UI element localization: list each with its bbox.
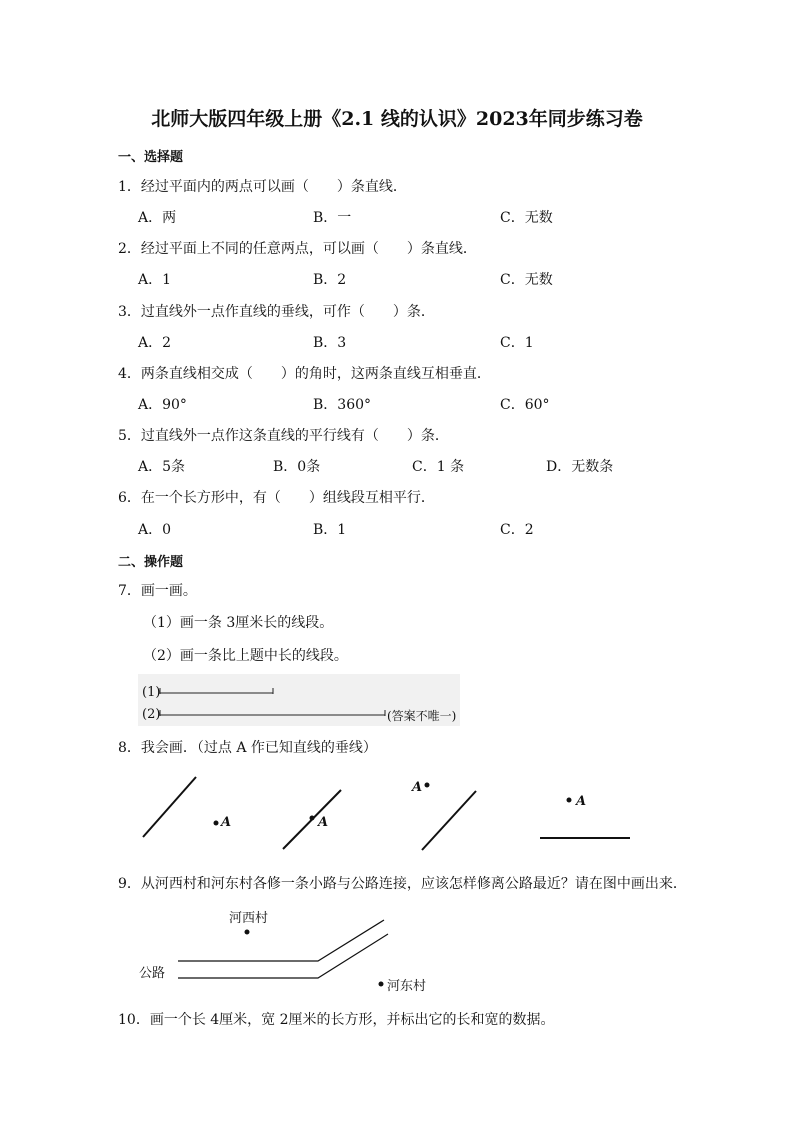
section-heading-operation: 二、操作题 xyxy=(118,555,184,570)
q8-line-3 xyxy=(422,791,476,850)
q7-segment-1 xyxy=(160,688,273,694)
question-1: 1．经过平面内的两点可以画（ ）条直线． xyxy=(118,179,407,195)
question-4: 4．两条直线相交成（ ）的角时，这两条直线互相垂直． xyxy=(118,366,491,382)
q9-label-west-village: 河西村 xyxy=(229,911,269,926)
q4-option-c: C．60° xyxy=(500,397,550,413)
q6-option-a: A．0 xyxy=(138,522,172,538)
q8-point-4 xyxy=(567,798,572,803)
q3-option-b: B．3 xyxy=(313,335,347,351)
section-heading-choice: 一、选择题 xyxy=(118,150,184,165)
question-8: 8．我会画．（过点 A 作已知直线的垂线） xyxy=(118,740,377,756)
q8-point-label-2: A xyxy=(318,815,329,830)
q9-road-upper-edge xyxy=(178,920,384,961)
question-7: 7．画一画。 xyxy=(118,583,197,599)
q5-option-d: D．无数条 xyxy=(546,459,614,475)
q3-option-c: C．1 xyxy=(500,335,534,351)
q9-label-east-village: 河东村 xyxy=(387,979,427,994)
q9-east-village-dot xyxy=(379,982,384,987)
q8-point-label-1: A xyxy=(221,815,232,830)
q5-option-c: C．1 条 xyxy=(412,459,465,475)
q8-point-3 xyxy=(425,783,430,788)
q2-option-c: C．无数 xyxy=(500,272,553,288)
q5-option-a: A．5条 xyxy=(138,459,186,475)
q7-figure-label-1: (1) xyxy=(142,685,161,700)
question-2: 2．经过平面上不同的任意两点，可以画（ ）条直线． xyxy=(118,241,477,257)
q8-line-1 xyxy=(143,777,196,837)
question-10: 10．画一个长 4厘米，宽 2厘米的长方形，并标出它的长和宽的数据。 xyxy=(118,1012,555,1028)
question-6: 6．在一个长方形中，有（ ）组线段互相平行． xyxy=(118,490,435,506)
page-title: 北师大版四年级上册《2.1 线的认识》2023年同步练习卷 xyxy=(151,108,643,130)
q6-option-b: B．1 xyxy=(313,522,347,538)
q7-subquestion-2: （2）画一条比上题中长的线段。 xyxy=(143,648,348,664)
q8-point-1 xyxy=(214,821,219,826)
q3-option-a: A．2 xyxy=(138,335,172,351)
q1-option-c: C．无数 xyxy=(500,210,553,226)
q1-option-b: B．一 xyxy=(313,210,352,226)
question-9: 9．从河西村和河东村各修一条小路与公路连接，应该怎样修离公路最近？请在图中画出来． xyxy=(118,876,687,892)
q9-road-lower-edge xyxy=(178,934,388,978)
q4-option-a: A．90° xyxy=(138,397,187,413)
q6-option-c: C．2 xyxy=(500,522,534,538)
q7-segment-2 xyxy=(160,710,385,716)
q9-label-road: 公路 xyxy=(139,966,166,981)
question-5: 5．过直线外一点作这条直线的平行线有（ ）条． xyxy=(118,428,449,444)
q8-point-label-4: A xyxy=(576,794,587,809)
q8-point-2 xyxy=(310,816,315,821)
q9-west-village-dot xyxy=(245,930,250,935)
q8-point-label-3: A xyxy=(412,780,423,795)
q4-option-b: B．360° xyxy=(313,397,372,413)
q2-option-a: A．1 xyxy=(138,272,172,288)
question-3: 3．过直线外一点作直线的垂线，可作（ ）条． xyxy=(118,304,435,320)
q5-option-b: B．0条 xyxy=(273,459,321,475)
q7-figure-label-2: (2) xyxy=(142,707,161,722)
q7-subquestion-1: （1）画一条 3厘米长的线段。 xyxy=(143,615,334,631)
q7-figure-note: (答案不唯一) xyxy=(387,709,457,723)
q2-option-b: B．2 xyxy=(313,272,347,288)
q1-option-a: A．两 xyxy=(138,210,177,226)
